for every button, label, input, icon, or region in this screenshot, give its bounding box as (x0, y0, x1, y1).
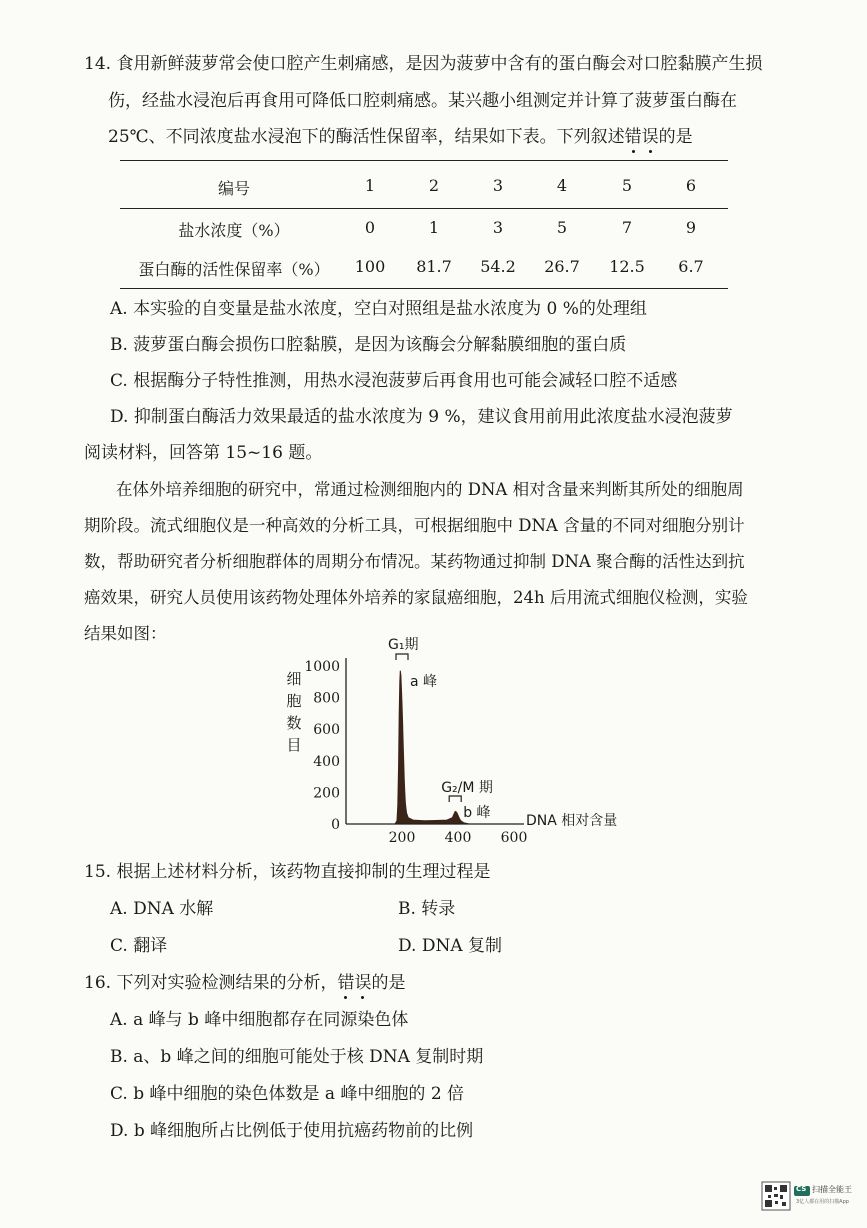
q15-option-a: A. DNA 水解 (110, 899, 214, 919)
q14-tail: 的是 (658, 127, 693, 147)
table-cell: 4 (556, 176, 568, 195)
q14-line-1: 14. 食用新鲜菠萝常会使口腔产生刺痛感，是因为菠萝中含有的蛋白酶会对口腔黏膜产生损 (84, 54, 763, 74)
table-cell: 1 (364, 176, 376, 195)
g1-bracket (396, 654, 408, 660)
table-cell: 3 (492, 218, 504, 237)
chart-annotation: b 峰 (463, 805, 491, 821)
q14-emph-char: 误 (641, 127, 659, 147)
x-tick-label: 600 (500, 830, 528, 846)
q16-stem-pre: 16. 下列对实验检测结果的分析， (84, 973, 338, 993)
q16-option-a: A. a 峰与 b 峰中细胞都存在同源染色体 (110, 1010, 409, 1030)
g2m-bracket (449, 796, 461, 802)
watermark-sub: 3亿人都在用的扫描App (796, 1199, 849, 1205)
table-top-rule (120, 160, 728, 161)
watermark-name: 扫描全能王 (812, 1185, 852, 1194)
q16-emph (337, 973, 371, 993)
table-row-label: 蛋白酶的活性保留率（%） (138, 260, 330, 279)
y-axis-label-char: 目 (286, 736, 302, 754)
table-cell: 26.7 (544, 257, 580, 276)
reading-line-1: 在体外培养细胞的研究中，常通过检测细胞内的 DNA 相对含量来判断其所处的细胞周 (116, 480, 744, 499)
q14-line-2: 伤，经盐水浸泡后再食用可降低口腔刺痛感。某兴趣小组测定并计算了菠萝蛋白酶在 (108, 91, 737, 111)
table-cell: 3 (492, 176, 504, 195)
y-axis-label-char: 胞 (286, 692, 302, 710)
q14-emph-char: 错 (624, 127, 642, 147)
table-cell: 2 (428, 176, 440, 195)
chart-annotation: a 峰 (410, 674, 438, 690)
table-cell: 12.5 (609, 257, 645, 276)
reading-intro: 阅读材料，回答第 15~16 题。 (84, 443, 323, 463)
q14-line-3 (108, 125, 693, 149)
chart-annotation: G₂/M 期 (441, 780, 493, 796)
q14-emph-1 (625, 127, 659, 147)
table-cell: 81.7 (416, 257, 452, 276)
y-tick-label: 600 (313, 722, 340, 739)
watermark-badge: CS (796, 1185, 807, 1193)
table-row-label: 盐水浓度（%） (178, 221, 290, 240)
flow-cytometry-chart (280, 628, 630, 848)
reading-line-2: 期阶段。流式细胞仪是一种高效的分析工具，可根据细胞中 DNA 含量的不同对细胞分别计 (84, 516, 745, 535)
y-tick-label: 0 (331, 817, 340, 833)
q16-option-d: D. b 峰细胞所占比例低于使用抗癌药物前的比例 (110, 1121, 474, 1141)
y-tick-label: 800 (313, 690, 340, 707)
reading-line-5: 结果如图： (84, 624, 167, 643)
q15-stem: 15. 根据上述材料分析，该药物直接抑制的生理过程是 (84, 862, 491, 882)
q15-option-c: C. 翻译 (110, 936, 168, 956)
reading-line-3: 数，帮助研究者分析细胞群体的周期分布情况。某药物通过抑制 DNA 聚合酶的活性达到抗 (84, 552, 745, 571)
table-cell: 7 (621, 218, 633, 237)
table-cell: 6 (685, 176, 697, 195)
q14-option-d: D. 抑制蛋白酶活力效果最适的盐水浓度为 9 %，建议食用前用此浓度盐水浸泡菠萝 (110, 407, 733, 427)
q14-option-a: A. 本实验的自变量是盐水浓度，空白对照组是盐水浓度为 0 %的处理组 (110, 299, 647, 319)
table-row-label: 编号 (217, 179, 250, 198)
x-tick-label: 400 (444, 830, 472, 846)
reading-line-4: 癌效果，研究人员使用该药物处理体外培养的家鼠癌细胞，24h 后用流式细胞仪检测，实验 (84, 588, 748, 607)
y-tick-label: 1000 (304, 659, 340, 675)
y-tick-label: 400 (313, 753, 340, 770)
table-cell: 9 (685, 218, 697, 237)
x-tick-label: 200 (388, 830, 416, 846)
y-tick-label: 200 (313, 785, 340, 802)
table-bottom-rule (120, 288, 728, 289)
q14-option-c: C. 根据酶分子特性推测，用热水浸泡菠萝后再食用也可能会减轻口腔不适感 (110, 371, 678, 391)
table-cell: 5 (621, 176, 633, 195)
q16-emph-char: 误 (354, 973, 372, 993)
x-axis-label: DNA 相对含量 (526, 813, 618, 829)
q16-stem-post: 的是 (371, 973, 406, 993)
table-cell: 100 (354, 257, 386, 276)
histogram-area (385, 671, 469, 824)
q16-option-c: C. b 峰中细胞的染色体数是 a 峰中细胞的 2 倍 (110, 1084, 465, 1104)
q15-option-d: D. DNA 复制 (398, 936, 503, 956)
table-cell: 0 (364, 218, 376, 237)
q14-line-3-text: 25℃、不同浓度盐水浸泡下的酶活性保留率，结果如下表。下列叙述 (108, 127, 625, 147)
y-axis-label-char: 数 (286, 714, 302, 732)
table-cell: 5 (556, 218, 568, 237)
q15-option-b: B. 转录 (398, 899, 456, 919)
q14-option-b: B. 菠萝蛋白酶会损伤口腔黏膜，是因为该酶会分解黏膜细胞的蛋白质 (110, 335, 627, 355)
scanner-watermark (760, 1178, 860, 1218)
q16-emph-char: 错 (337, 973, 355, 993)
q16-option-b: B. a、b 峰之间的细胞可能处于核 DNA 复制时期 (110, 1047, 484, 1067)
table-cell: 1 (428, 218, 440, 237)
chart-annotation: G₁期 (388, 637, 419, 653)
y-axis-label-char: 细 (286, 670, 302, 688)
table-cell: 6.7 (678, 257, 704, 276)
table-cell: 54.2 (480, 257, 516, 276)
table-mid-rule (120, 208, 728, 209)
q16-stem (84, 971, 405, 995)
